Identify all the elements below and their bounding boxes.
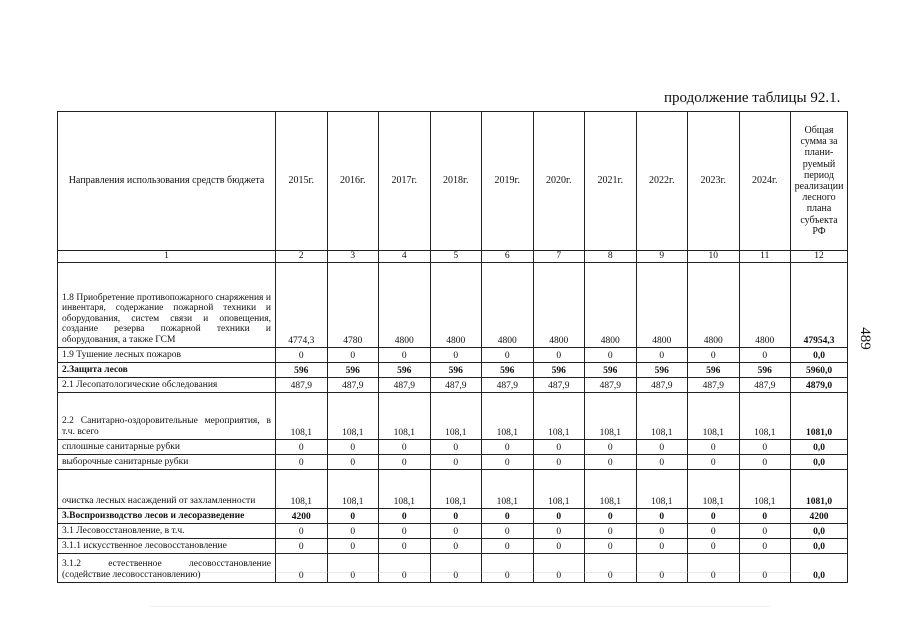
header-year: 2022г. bbox=[636, 112, 688, 251]
cell-value: 487,9 bbox=[585, 377, 637, 392]
cell-value: 487,9 bbox=[276, 377, 328, 392]
cell-value: 0 bbox=[430, 508, 482, 523]
row-label: 2.2 Санитарно-оздоровительные мероприятия, в т.ч. всего bbox=[58, 392, 276, 439]
row-label: 2.Защита лесов bbox=[58, 362, 276, 377]
cell-value: 0 bbox=[585, 347, 637, 362]
scan-noise bbox=[150, 606, 770, 607]
cell-value: 0 bbox=[379, 538, 431, 553]
row-label: выборочные санитарные рубки bbox=[58, 454, 276, 469]
table-row bbox=[58, 508, 848, 523]
cell-value: 4800 bbox=[379, 262, 431, 347]
cell-value: 0 bbox=[276, 439, 328, 454]
cell-value: 487,9 bbox=[482, 377, 534, 392]
row-total: 1081,0 bbox=[791, 469, 848, 508]
cell-value: 0 bbox=[739, 508, 791, 523]
row-total: 0,0 bbox=[791, 454, 848, 469]
cell-value: 108,1 bbox=[533, 469, 585, 508]
row-total: 0,0 bbox=[791, 523, 848, 538]
header-row bbox=[58, 112, 848, 251]
row-label: очистка лесных насаждений от захламленности bbox=[58, 469, 276, 508]
cell-value: 0 bbox=[636, 454, 688, 469]
header-year: 2017г. bbox=[379, 112, 431, 251]
cell-value: 0 bbox=[636, 538, 688, 553]
cell-value: 0 bbox=[636, 347, 688, 362]
row-label: 1.9 Тушение лесных пожаров bbox=[58, 347, 276, 362]
cell-value: 0 bbox=[739, 538, 791, 553]
cell-value: 0 bbox=[533, 347, 585, 362]
cell-value: 0 bbox=[430, 439, 482, 454]
column-number: 2 bbox=[276, 251, 328, 263]
cell-value: 0 bbox=[327, 347, 379, 362]
cell-value: 108,1 bbox=[482, 392, 534, 439]
cell-value: 487,9 bbox=[430, 377, 482, 392]
row-total: 0,0 bbox=[791, 553, 848, 582]
scan-noise bbox=[120, 572, 800, 573]
cell-value: 0 bbox=[636, 523, 688, 538]
cell-value: 487,9 bbox=[636, 377, 688, 392]
cell-value: 0 bbox=[482, 454, 534, 469]
column-number: 3 bbox=[327, 251, 379, 263]
cell-value: 108,1 bbox=[482, 469, 534, 508]
header-total: Общая сумма за плани-руемый период реализации лесного плана субъекта РФ bbox=[791, 112, 848, 251]
cell-value: 0 bbox=[585, 553, 637, 582]
cell-value: 0 bbox=[482, 508, 534, 523]
cell-value: 0 bbox=[327, 439, 379, 454]
cell-value: 108,1 bbox=[636, 392, 688, 439]
cell-value: 108,1 bbox=[327, 469, 379, 508]
row-total: 4879,0 bbox=[791, 377, 848, 392]
cell-value: 596 bbox=[327, 362, 379, 377]
cell-value: 0 bbox=[430, 553, 482, 582]
cell-value: 0 bbox=[688, 523, 740, 538]
cell-value: 0 bbox=[688, 538, 740, 553]
table-row bbox=[58, 262, 848, 347]
column-number: 5 bbox=[430, 251, 482, 263]
cell-value: 0 bbox=[533, 523, 585, 538]
cell-value: 4800 bbox=[482, 262, 534, 347]
row-total: 1081,0 bbox=[791, 392, 848, 439]
header-year: 2020г. bbox=[533, 112, 585, 251]
cell-value: 487,9 bbox=[379, 377, 431, 392]
cell-value: 4800 bbox=[636, 262, 688, 347]
cell-value: 0 bbox=[482, 553, 534, 582]
cell-value: 0 bbox=[688, 454, 740, 469]
cell-value: 108,1 bbox=[636, 469, 688, 508]
table-row bbox=[58, 469, 848, 508]
cell-value: 0 bbox=[585, 439, 637, 454]
row-label: сплошные санитарные рубки bbox=[58, 439, 276, 454]
column-number: 12 bbox=[791, 251, 848, 263]
cell-value: 0 bbox=[430, 347, 482, 362]
cell-value: 0 bbox=[533, 439, 585, 454]
table-row bbox=[58, 392, 848, 439]
cell-value: 0 bbox=[688, 439, 740, 454]
cell-value: 108,1 bbox=[739, 469, 791, 508]
cell-value: 0 bbox=[688, 553, 740, 582]
table-row bbox=[58, 523, 848, 538]
column-number: 10 bbox=[688, 251, 740, 263]
cell-value: 0 bbox=[739, 454, 791, 469]
table-row bbox=[58, 538, 848, 553]
cell-value: 0 bbox=[379, 347, 431, 362]
cell-value: 108,1 bbox=[276, 392, 328, 439]
cell-value: 487,9 bbox=[327, 377, 379, 392]
cell-value: 4774,3 bbox=[276, 262, 328, 347]
row-total: 0,0 bbox=[791, 538, 848, 553]
row-total: 0,0 bbox=[791, 439, 848, 454]
cell-value: 0 bbox=[585, 523, 637, 538]
cell-value: 0 bbox=[533, 508, 585, 523]
cell-value: 0 bbox=[585, 454, 637, 469]
table-row bbox=[58, 362, 848, 377]
cell-value: 0 bbox=[533, 553, 585, 582]
row-total: 4200 bbox=[791, 508, 848, 523]
column-numbers-row bbox=[58, 251, 848, 263]
cell-value: 596 bbox=[585, 362, 637, 377]
header-year: 2023г. bbox=[688, 112, 740, 251]
cell-value: 0 bbox=[739, 439, 791, 454]
cell-value: 0 bbox=[482, 523, 534, 538]
table-row bbox=[58, 553, 848, 582]
cell-value: 0 bbox=[276, 523, 328, 538]
row-label: 2.1 Лесопатологические обследования bbox=[58, 377, 276, 392]
row-total: 5960,0 bbox=[791, 362, 848, 377]
cell-value: 596 bbox=[688, 362, 740, 377]
cell-value: 4800 bbox=[533, 262, 585, 347]
cell-value: 0 bbox=[482, 439, 534, 454]
header-year: 2019г. bbox=[482, 112, 534, 251]
cell-value: 487,9 bbox=[688, 377, 740, 392]
cell-value: 0 bbox=[636, 553, 688, 582]
cell-value: 0 bbox=[739, 523, 791, 538]
cell-value: 0 bbox=[688, 347, 740, 362]
cell-value: 108,1 bbox=[533, 392, 585, 439]
table-row bbox=[58, 377, 848, 392]
table-row bbox=[58, 347, 848, 362]
cell-value: 0 bbox=[276, 347, 328, 362]
table-caption: продолжение таблицы 92.1. bbox=[664, 90, 841, 106]
cell-value: 108,1 bbox=[430, 392, 482, 439]
cell-value: 0 bbox=[379, 523, 431, 538]
cell-value: 0 bbox=[327, 508, 379, 523]
row-total: 0,0 bbox=[791, 347, 848, 362]
cell-value: 108,1 bbox=[585, 392, 637, 439]
row-label: 3.1.1 искусственное лесовосстановление bbox=[58, 538, 276, 553]
column-number: 4 bbox=[379, 251, 431, 263]
cell-value: 0 bbox=[327, 454, 379, 469]
cell-value: 0 bbox=[276, 454, 328, 469]
cell-value: 4800 bbox=[688, 262, 740, 347]
cell-value: 0 bbox=[636, 439, 688, 454]
row-total: 47954,3 bbox=[791, 262, 848, 347]
cell-value: 108,1 bbox=[585, 469, 637, 508]
cell-value: 108,1 bbox=[688, 392, 740, 439]
page-number: 489 bbox=[856, 327, 873, 350]
header-year: 2015г. bbox=[276, 112, 328, 251]
cell-value: 487,9 bbox=[739, 377, 791, 392]
cell-value: 487,9 bbox=[533, 377, 585, 392]
budget-table bbox=[57, 111, 848, 583]
cell-value: 108,1 bbox=[379, 469, 431, 508]
column-number: 1 bbox=[58, 251, 276, 263]
cell-value: 596 bbox=[739, 362, 791, 377]
cell-value: 0 bbox=[276, 538, 328, 553]
cell-value: 596 bbox=[430, 362, 482, 377]
header-direction: Направления использования средств бюджета bbox=[58, 112, 276, 251]
cell-value: 0 bbox=[739, 553, 791, 582]
cell-value: 0 bbox=[739, 347, 791, 362]
cell-value: 4780 bbox=[327, 262, 379, 347]
cell-value: 0 bbox=[533, 454, 585, 469]
cell-value: 0 bbox=[276, 553, 328, 582]
cell-value: 0 bbox=[482, 538, 534, 553]
row-label: 3.1 Лесовосстановление, в т.ч. bbox=[58, 523, 276, 538]
cell-value: 0 bbox=[327, 538, 379, 553]
cell-value: 0 bbox=[327, 553, 379, 582]
column-number: 11 bbox=[739, 251, 791, 263]
row-label: 3.1.2 естественное лесовосстановление (содействие лесовосстановлению) bbox=[58, 553, 276, 582]
cell-value: 0 bbox=[379, 439, 431, 454]
cell-value: 596 bbox=[379, 362, 431, 377]
table-row bbox=[58, 439, 848, 454]
cell-value: 0 bbox=[585, 508, 637, 523]
cell-value: 596 bbox=[482, 362, 534, 377]
cell-value: 0 bbox=[430, 454, 482, 469]
cell-value: 0 bbox=[636, 508, 688, 523]
cell-value: 108,1 bbox=[379, 392, 431, 439]
cell-value: 0 bbox=[482, 347, 534, 362]
header-year: 2016г. bbox=[327, 112, 379, 251]
cell-value: 108,1 bbox=[327, 392, 379, 439]
cell-value: 0 bbox=[327, 523, 379, 538]
cell-value: 4800 bbox=[739, 262, 791, 347]
header-year: 2024г. bbox=[739, 112, 791, 251]
cell-value: 596 bbox=[276, 362, 328, 377]
column-number: 6 bbox=[482, 251, 534, 263]
cell-value: 4800 bbox=[585, 262, 637, 347]
header-year: 2018г. bbox=[430, 112, 482, 251]
cell-value: 108,1 bbox=[688, 469, 740, 508]
cell-value: 596 bbox=[533, 362, 585, 377]
cell-value: 0 bbox=[533, 538, 585, 553]
cell-value: 0 bbox=[430, 538, 482, 553]
header-year: 2021г. bbox=[585, 112, 637, 251]
cell-value: 4200 bbox=[276, 508, 328, 523]
cell-value: 596 bbox=[636, 362, 688, 377]
row-label: 3.Воспроизводство лесов и лесоразведение bbox=[58, 508, 276, 523]
row-label: 1.8 Приобретение противопожарного снаряжения и инвентаря, содержание пожарной техники и оборудования, систем связи и оповещения, создание резерва пожарной техники и оборудования, а также ГСМ bbox=[58, 262, 276, 347]
cell-value: 0 bbox=[379, 508, 431, 523]
cell-value: 4800 bbox=[430, 262, 482, 347]
cell-value: 108,1 bbox=[739, 392, 791, 439]
table-row bbox=[58, 454, 848, 469]
column-number: 8 bbox=[585, 251, 637, 263]
cell-value: 0 bbox=[379, 553, 431, 582]
cell-value: 0 bbox=[430, 523, 482, 538]
column-number: 9 bbox=[636, 251, 688, 263]
column-number: 7 bbox=[533, 251, 585, 263]
cell-value: 108,1 bbox=[430, 469, 482, 508]
cell-value: 0 bbox=[585, 538, 637, 553]
cell-value: 0 bbox=[379, 454, 431, 469]
cell-value: 108,1 bbox=[276, 469, 328, 508]
cell-value: 0 bbox=[688, 508, 740, 523]
